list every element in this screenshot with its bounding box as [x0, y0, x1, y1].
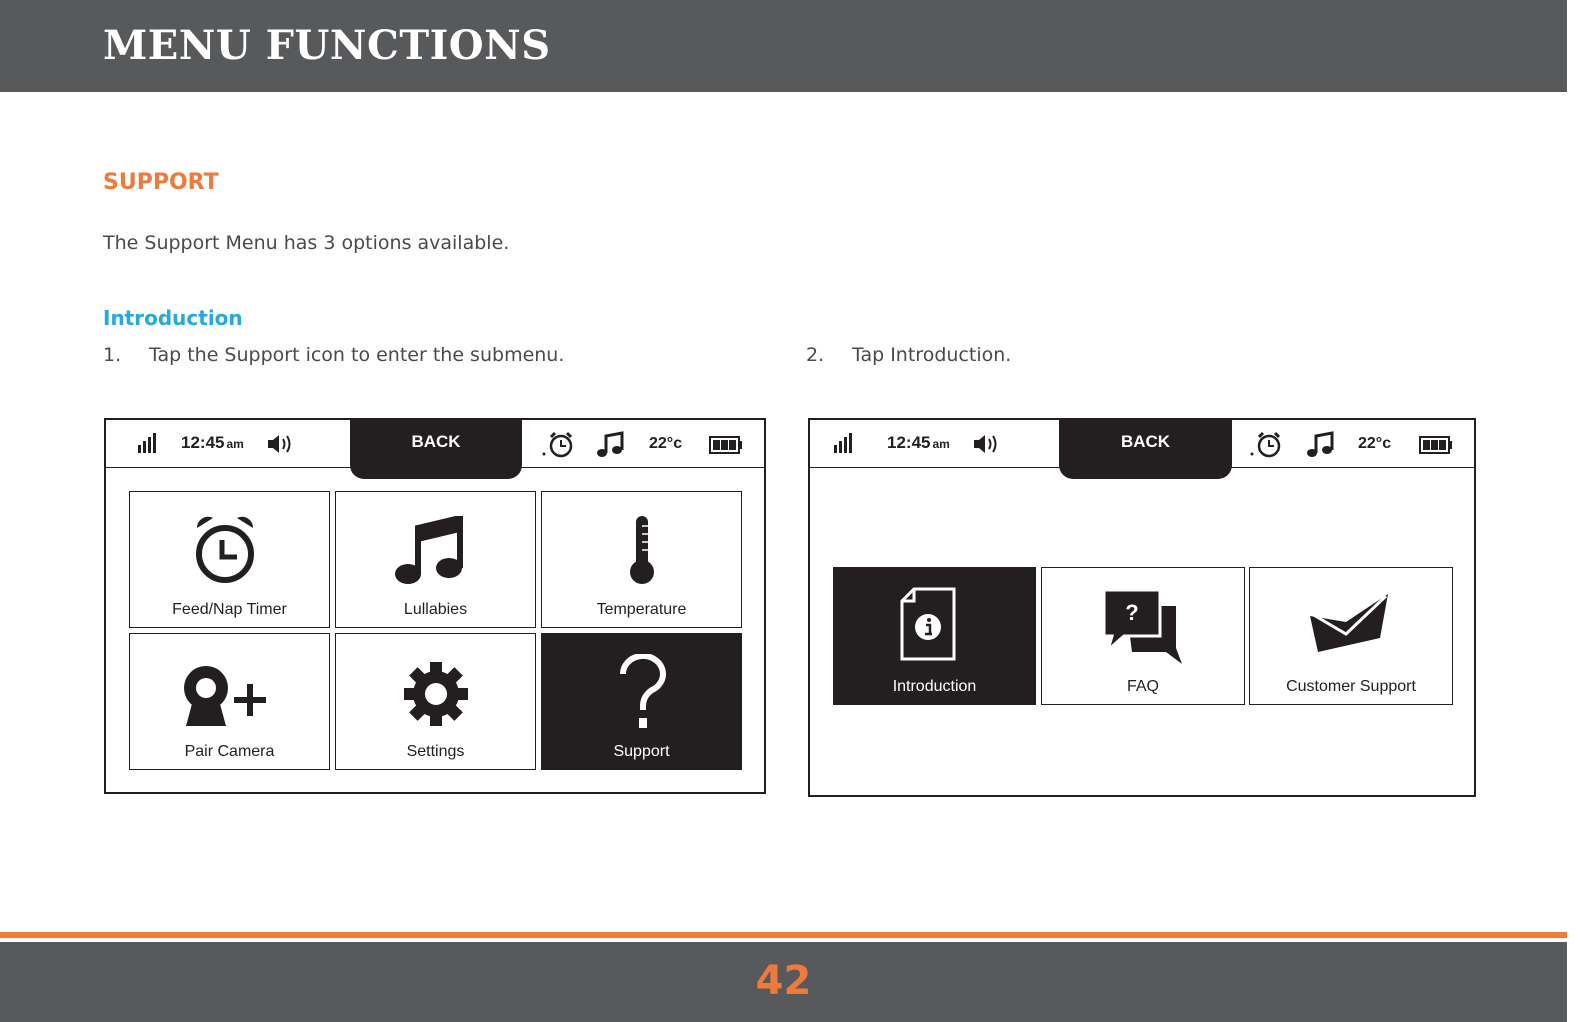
speaker-icon [266, 432, 296, 456]
signal-icon [833, 432, 855, 454]
status-bar [810, 420, 1474, 468]
music-note-icon [394, 516, 466, 586]
tile-pair-camera[interactable] [129, 633, 330, 770]
battery-icon [1419, 436, 1453, 454]
status-temperature: 22°c [1358, 435, 1392, 452]
info-document-icon [898, 586, 958, 662]
camera-add-icon [180, 664, 272, 730]
alarm-status-icon [1250, 430, 1282, 460]
status-bar [106, 420, 764, 468]
step-number: 2. [806, 344, 825, 366]
thermometer-icon [628, 514, 656, 586]
page-title: MENU FUNCTIONS [103, 22, 551, 69]
tile-label: Temperature [596, 601, 687, 618]
tile-label: Support [613, 743, 670, 760]
tile-temperature[interactable] [541, 491, 742, 628]
section-intro: The Support Menu has 3 options available. [103, 232, 510, 254]
page-header [0, 0, 1567, 92]
step-text: Tap Introduction. [852, 344, 1012, 366]
page-number: 42 [755, 958, 812, 1004]
alarm-clock-icon [193, 514, 257, 584]
tile-feed-nap-timer[interactable] [129, 491, 330, 628]
footer-accent-line [0, 932, 1567, 938]
envelope-icon [1308, 592, 1392, 654]
tile-label: Feed/Nap Timer [172, 601, 287, 618]
back-button[interactable]: BACK [1059, 418, 1232, 479]
tile-customer-support[interactable] [1249, 567, 1453, 705]
page-footer [0, 942, 1567, 1022]
tile-label: Settings [406, 743, 465, 760]
faq-chat-icon [1102, 588, 1182, 668]
device-screen-support-menu [808, 418, 1476, 797]
step-text: Tap the Support icon to enter the submenu. [149, 344, 565, 366]
section-title: SUPPORT [103, 170, 219, 195]
status-time: 12:45 am [181, 433, 244, 452]
speaker-icon [972, 432, 1002, 456]
status-temperature: 22°c [649, 435, 683, 452]
tile-label: Pair Camera [184, 743, 275, 760]
step-number: 1. [103, 344, 122, 366]
tile-support[interactable] [541, 633, 742, 770]
signal-icon [137, 432, 159, 454]
tile-introduction[interactable] [833, 567, 1036, 705]
music-status-icon [1306, 431, 1334, 459]
music-status-icon [596, 431, 624, 459]
question-icon [618, 654, 668, 732]
subsection-title: Introduction [103, 306, 243, 330]
back-button[interactable]: BACK [350, 418, 522, 479]
device-screen-main-menu [104, 418, 766, 794]
alarm-status-icon [542, 430, 574, 460]
tile-label: Lullabies [403, 601, 468, 618]
gear-icon [402, 660, 470, 728]
tile-settings[interactable] [335, 633, 536, 770]
svg-text:?: ? [1125, 600, 1139, 625]
tile-lullabies[interactable] [335, 491, 536, 628]
tile-label: Customer Support [1286, 678, 1416, 695]
tile-faq[interactable] [1041, 567, 1245, 705]
battery-icon [709, 436, 743, 454]
tile-label: Introduction [892, 678, 977, 695]
status-time: 12:45 am [887, 433, 950, 452]
tile-label: FAQ [1126, 678, 1159, 695]
